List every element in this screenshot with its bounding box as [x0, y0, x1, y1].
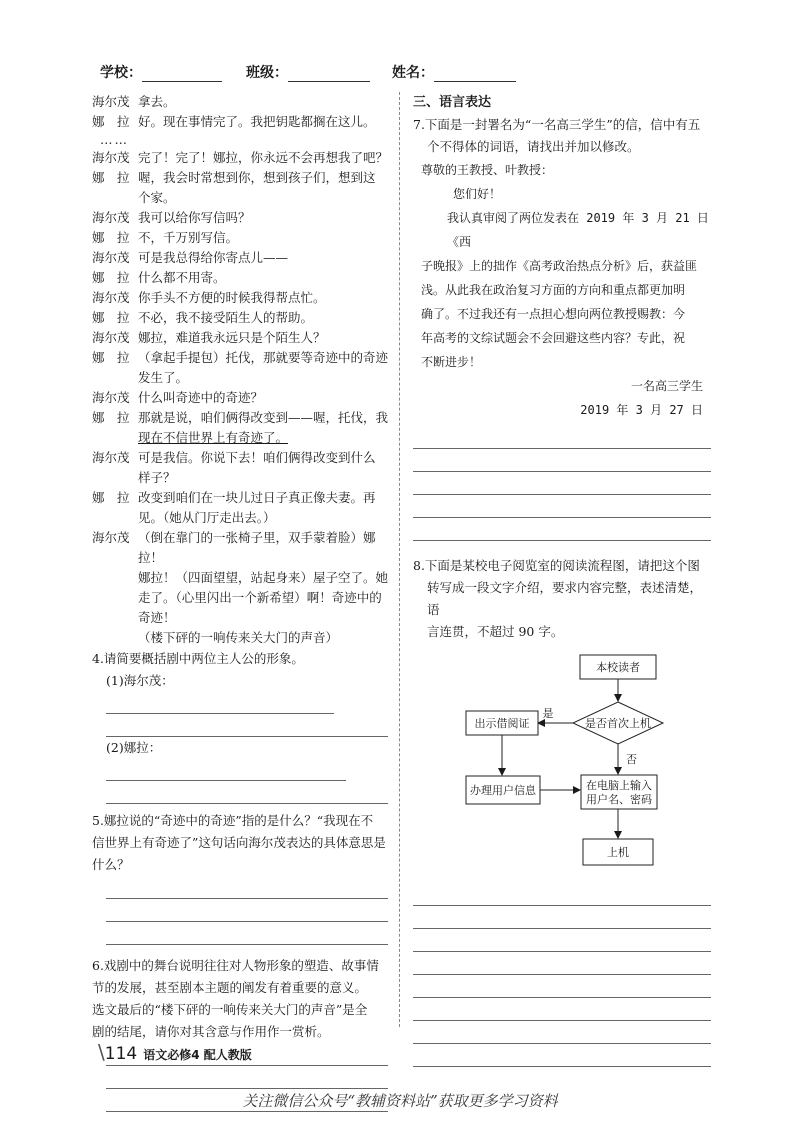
- answer-4b: [92, 737, 388, 781]
- dialogue-line: [92, 92, 388, 112]
- name-blank[interactable]: [434, 67, 516, 82]
- question-7-line: 个不得体的词语，请找出并加以修改。: [427, 139, 640, 154]
- flow-show-card-label: 出示借阅证: [474, 717, 530, 730]
- answer-line[interactable]: [413, 883, 711, 906]
- question-7-line: 7.下面是一封署名为“一名高三学生”的信，信中有五: [413, 117, 701, 132]
- answer-4a: [92, 670, 388, 714]
- name-label: 姓名：: [392, 65, 434, 81]
- answer-line[interactable]: [106, 781, 388, 804]
- question-8-line: 转写成一段文字介绍，要求内容完整，表述清楚，语: [427, 580, 703, 617]
- dialogue-line: [92, 148, 388, 168]
- flow-decision-label: 是否首次上机: [585, 717, 651, 730]
- question-8: [413, 555, 711, 643]
- answer-line[interactable]: [413, 426, 711, 449]
- dialogue-line: [92, 288, 388, 308]
- ellipsis: ……: [100, 132, 129, 147]
- dialogue-line: [92, 308, 388, 328]
- answer-line[interactable]: [413, 1021, 711, 1044]
- flow-end-label: 上机: [607, 846, 629, 859]
- speaker: 娜 拉: [92, 270, 130, 285]
- watermark-text: 关注微信公众号“教辅资料站”获取更多学习资料: [242, 1092, 558, 1110]
- flow-start-label: 本校读者: [596, 661, 640, 674]
- speaker: [92, 628, 138, 648]
- letter-greeting: 您们好！: [453, 187, 502, 201]
- speaker: 海尔茂: [92, 450, 130, 465]
- speaker: 娜 拉: [92, 230, 130, 245]
- speech: 完了！完了！娜拉，你永远不会再想我了吧？: [138, 150, 389, 165]
- student-info-header: [100, 62, 700, 84]
- speech: 喔，我会时常想到你，想到孩子们，想到这 个家。: [138, 170, 376, 205]
- letter-salutation: 尊敬的王教授、叶教授：: [421, 163, 554, 177]
- dialogue-line: [92, 348, 388, 388]
- speech: 不必，我不接受陌生人的帮助。: [138, 310, 314, 325]
- speaker: 海尔茂: [92, 210, 130, 225]
- question-4: [92, 648, 388, 804]
- right-column: [413, 92, 711, 1067]
- dialogue-line: [92, 528, 388, 628]
- dialogue-line: [92, 268, 388, 288]
- flow-input-label-1: 在电脑上输入: [586, 779, 652, 792]
- speaker: 海尔茂: [92, 330, 130, 345]
- speech: 拿去。: [138, 94, 176, 109]
- answer-line[interactable]: [413, 929, 711, 952]
- letter-body-line: 年高考的文综试题会不会回避这些内容？专此，祝: [421, 331, 686, 345]
- speech: 改变到咱们在一块儿过日子真正像夫妻。再 见。（她从门厅走出去。）: [138, 490, 376, 525]
- letter-body-line: 确了。不过我还有一点担心想向两位教授赐教：今: [421, 307, 686, 321]
- answer-line[interactable]: [106, 876, 388, 899]
- flow-no-label: 否: [626, 753, 637, 766]
- question-6-line: 剧的结尾，请你对其含意与作用作一赏析。: [92, 1024, 330, 1039]
- speaker: 海尔茂: [92, 250, 130, 265]
- dialogue-line: [92, 408, 388, 448]
- answer-4b-label: (2)娜拉：: [106, 740, 162, 755]
- answer-area-8: [413, 883, 711, 1067]
- answer-4b-blank[interactable]: [106, 766, 346, 781]
- answer-line[interactable]: [106, 899, 388, 922]
- letter-body-line: 子晚报》上的拙作《高考政治热点分析》后，获益匪: [421, 259, 698, 273]
- answer-line[interactable]: [413, 518, 711, 541]
- question-8-line: 言连贯，不超过 90 字。: [427, 624, 564, 639]
- speaker: 海尔茂: [92, 290, 130, 305]
- speaker: 娜 拉: [92, 170, 130, 185]
- footer-slash: \: [98, 1040, 105, 1064]
- underlined-sentence: 现在不信世界上有奇迹了。: [138, 430, 289, 445]
- stage-direction: [92, 628, 388, 648]
- speaker: 娜 拉: [92, 114, 130, 129]
- letter-signature: 一名高三学生: [630, 379, 703, 393]
- dialogue-line: [92, 112, 388, 132]
- answer-line[interactable]: [413, 472, 711, 495]
- letter-body-line: 浅。从此我在政治复习方面的方向和重点都更加明: [421, 283, 686, 297]
- speaker: 海尔茂: [92, 150, 130, 165]
- question-4-stem: 4.请简要概括剧中两位主人公的形象。: [92, 651, 304, 666]
- speech: 可是我信。你说下去！咱们俩得改变到什么 样子？: [138, 450, 376, 485]
- speaker: 娜 拉: [92, 350, 130, 365]
- dialogue-line: [92, 488, 388, 528]
- speech: 可是我总得给你寄点儿——: [138, 250, 289, 265]
- answer-line[interactable]: [106, 714, 388, 737]
- question-5-line: 5.娜拉说的“奇迹中的奇迹”指的是什么？“我现在不: [92, 813, 374, 828]
- speech: 那就是说，咱们俩得改变到——喔，托伐，我 现在不信世界上有奇迹了。: [138, 410, 389, 445]
- dialogue-line: [92, 248, 388, 268]
- answer-line[interactable]: [106, 1066, 388, 1089]
- book-title: 语文必修4 配人教版: [143, 1048, 252, 1062]
- speech: 我可以给你写信吗？: [138, 210, 251, 225]
- answer-line[interactable]: [413, 975, 711, 998]
- answer-line[interactable]: [413, 1044, 711, 1067]
- school-label: 学校：: [100, 65, 142, 81]
- page-number: 114: [104, 1044, 138, 1064]
- dialogue-line: [92, 328, 388, 348]
- question-6: [92, 955, 388, 1112]
- letter-date: 2019 年 3 月 27 日: [580, 403, 703, 417]
- class-blank[interactable]: [288, 67, 370, 82]
- section-title: 三、语言表达: [413, 95, 492, 110]
- speech: 不，千万别写信。: [138, 230, 239, 245]
- letter-body-line: 不断进步！: [421, 355, 482, 369]
- letter-body-line: 我认真审阅了两位发表在 2019 年 3 月 21 日《西: [447, 211, 709, 249]
- answer-4a-blank[interactable]: [106, 699, 334, 714]
- question-6-line: 6.戏剧中的舞台说明往往对人物形象的塑造、故事情: [92, 958, 379, 973]
- speech: 好。现在事情完了。我把钥匙都搁在这儿。: [138, 114, 376, 129]
- flow-register-label: 办理用户信息: [470, 784, 536, 797]
- question-6-line: 选文最后的“楼下砰的一响传来关大门的声音”是全: [92, 1002, 368, 1017]
- question-5-line: 什么？: [92, 857, 130, 872]
- page-footer: [98, 1040, 252, 1064]
- question-5-line: 信世界上有奇迹了”这句话向海尔茂表达的具体意思是: [92, 835, 386, 850]
- speech: 你手头不方便的时候我得帮点忙。: [138, 290, 326, 305]
- flowchart: [413, 649, 711, 877]
- question-8-line: 8.下面是某校电子阅览室的阅读流程图，请把这个图: [413, 558, 700, 573]
- name-field[interactable]: [392, 62, 516, 82]
- speech: 娜拉，难道我永远只是个陌生人？: [138, 330, 326, 345]
- speech: （倒在靠门的一张椅子里，双手蒙着脸）娜拉！ 娜拉！（四面望望，站起身来）屋子空了。她 走了。（心里闪出一个新希望）啊！奇迹中的 奇迹！: [138, 530, 389, 625]
- question-6-line: 节的发展，甚至剧本主题的阐发有着重要的意义。: [92, 980, 368, 995]
- speaker: 娜 拉: [92, 410, 130, 425]
- class-label: 班级：: [246, 65, 288, 81]
- dialogue-line: [92, 388, 388, 408]
- speech: （拿起手提包）托伐，那就要等奇迹中的奇迹 发生了。: [138, 350, 389, 385]
- flow-input-label-2: 用户名、密码: [586, 793, 652, 806]
- letter: [413, 158, 711, 422]
- speaker: 娜 拉: [92, 310, 130, 325]
- answer-line[interactable]: [413, 998, 711, 1021]
- answer-area-7: [413, 426, 711, 541]
- school-field[interactable]: [100, 62, 222, 82]
- answer-line[interactable]: [413, 952, 711, 975]
- speech: 什么叫奇迹中的奇迹？: [138, 390, 264, 405]
- dialogue-line: [92, 168, 388, 208]
- speaker: 海尔茂: [92, 530, 130, 545]
- answer-4a-label: (1)海尔茂：: [106, 673, 174, 688]
- question-7: [413, 114, 711, 158]
- answer-line[interactable]: [413, 906, 711, 929]
- speech: 什么都不用寄。: [138, 270, 226, 285]
- left-column: [92, 92, 388, 1112]
- answer-line[interactable]: [413, 495, 711, 518]
- dialogue-line: [92, 448, 388, 488]
- school-blank[interactable]: [142, 67, 222, 82]
- answer-line[interactable]: [413, 449, 711, 472]
- flow-yes-label: 是: [542, 707, 554, 720]
- speaker: 海尔茂: [92, 390, 130, 405]
- class-field[interactable]: [246, 62, 370, 82]
- dialogue-line: [92, 208, 388, 228]
- question-5: [92, 810, 388, 945]
- speech: （楼下砰的一响传来关大门的声音）: [138, 630, 339, 645]
- answer-line[interactable]: [106, 922, 388, 945]
- speaker: 娜 拉: [92, 490, 130, 505]
- speaker: 海尔茂: [92, 94, 130, 109]
- dialogue-line: [92, 228, 388, 248]
- column-divider: [399, 92, 400, 1027]
